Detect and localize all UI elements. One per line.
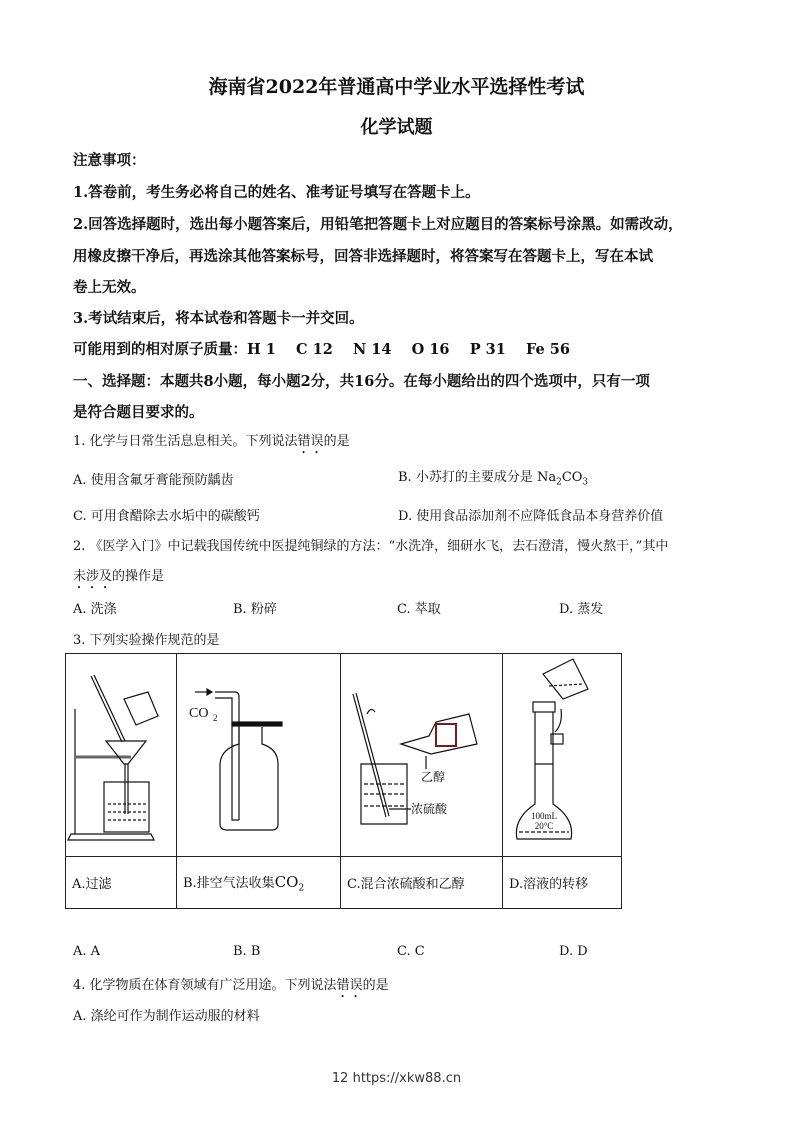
emphasis-text: 未涉及	[73, 569, 113, 584]
caption-text: B.排空气法收集	[183, 875, 275, 891]
option-text: B. 小苏打的主要成分是 Na	[398, 470, 557, 485]
stem-text: 的是	[362, 978, 389, 993]
q2-option-b: B. 粉碎	[233, 602, 277, 617]
co2-label: CO	[189, 706, 209, 721]
diagram-filtration	[66, 654, 177, 857]
stem-text: 1. 化学与日常生活息息相关。下列说法	[73, 434, 298, 449]
ethanol-label: 乙醇	[421, 770, 446, 784]
formula: CO	[274, 872, 299, 891]
q3-option-b: B. B	[233, 944, 261, 959]
section-heading: 一、选择题：本题共8小题，每小题2分，共16分。在每小题给出的四个选项中，只有一项	[73, 373, 650, 390]
flask-volume-label: 100mL	[531, 811, 557, 821]
experiment-table	[65, 653, 622, 909]
diagram-solution-transfer	[503, 654, 622, 857]
subscript: 2	[556, 477, 562, 488]
question-1-stem	[73, 430, 350, 457]
q2-option-a: A. 洗涤	[73, 602, 117, 617]
notice-item: 3.考试结束后，将本试卷和答题卡一并交回。	[73, 310, 364, 327]
q3-option-a: A. A	[73, 944, 101, 959]
q1-option-c: C. 可用食醋除去水垢中的碳酸钙	[73, 509, 260, 524]
caption-b	[177, 857, 341, 909]
page-subtitle: 化学试题	[360, 117, 433, 138]
subscript: 3	[582, 477, 589, 488]
diagram-mixing-acid	[341, 654, 503, 857]
notice-heading: 注意事项：	[73, 152, 146, 169]
notice-item: 卷上无效。	[73, 279, 146, 296]
question-2-stem-cont	[73, 565, 164, 592]
q1-option-a: A. 使用含氟牙膏能预防龋齿	[73, 473, 234, 488]
q4-option-a: A. 涤纶可作为制作运动服的材料	[73, 1009, 260, 1024]
question-2-stem: 2. 《医学入门》中记载我国传统中医提纯铜绿的方法：“水洗净，细研水飞，去石澄清，慢火熬干，”其中	[73, 539, 669, 554]
q2-option-c: C. 萃取	[397, 602, 441, 617]
q3-option-c: C. C	[397, 944, 425, 959]
co2-subscript: 2	[213, 713, 218, 723]
emphasis-text: 错误	[336, 978, 363, 993]
notice-item: 1.答卷前，考生务必将自己的姓名、准考证号填写在答题卡上。	[73, 184, 480, 201]
caption-a: A.过滤	[66, 857, 177, 909]
q1-option-d: D. 使用食品添加剂不应降低食品本身营养价值	[398, 509, 664, 524]
sulfuric-acid-label: 浓硫酸	[411, 802, 448, 816]
page-title: 海南省2022年普通高中学业水平选择性考试	[208, 76, 585, 98]
question-3-stem: 3. 下列实验操作规范的是	[73, 633, 220, 648]
stem-text: 的操作是	[112, 569, 165, 584]
notice-item: 用橡皮擦干净后，再选涂其他答案标号，回答非选择题时，将答案写在答题卡上，写在本试	[73, 248, 653, 265]
emphasis-text: 错误	[297, 434, 324, 449]
q1-option-b	[398, 466, 588, 488]
atomic-masses: 可能用到的相对原子质量：H 1 C 12 N 14 O 16 P 31 Fe 56	[73, 341, 570, 358]
q3-option-d: D. D	[559, 944, 588, 959]
diagram-co2-collection	[177, 654, 341, 857]
section-heading-cont: 是符合题目要求的。	[73, 404, 204, 421]
caption-d: D.溶液的转移	[503, 857, 622, 909]
stem-text: 4. 化学物质在体育领域有广泛用途。下列说法	[73, 978, 337, 993]
flask-temp-label: 20°C	[534, 821, 554, 831]
subscript: 2	[298, 883, 305, 894]
option-text: CO	[561, 470, 583, 485]
question-4-stem	[73, 974, 389, 1001]
page-footer: 12 https://xkw88.cn	[331, 1071, 462, 1086]
q2-option-d: D. 蒸发	[559, 602, 604, 617]
notice-item: 2.回答选择题时，选出每小题答案后，用铅笔把答题卡上对应题目的答案标号涂黑。如需改动，	[73, 216, 683, 233]
stem-text: 的是	[323, 434, 350, 449]
caption-c: C.混合浓硫酸和乙醇	[341, 857, 503, 909]
